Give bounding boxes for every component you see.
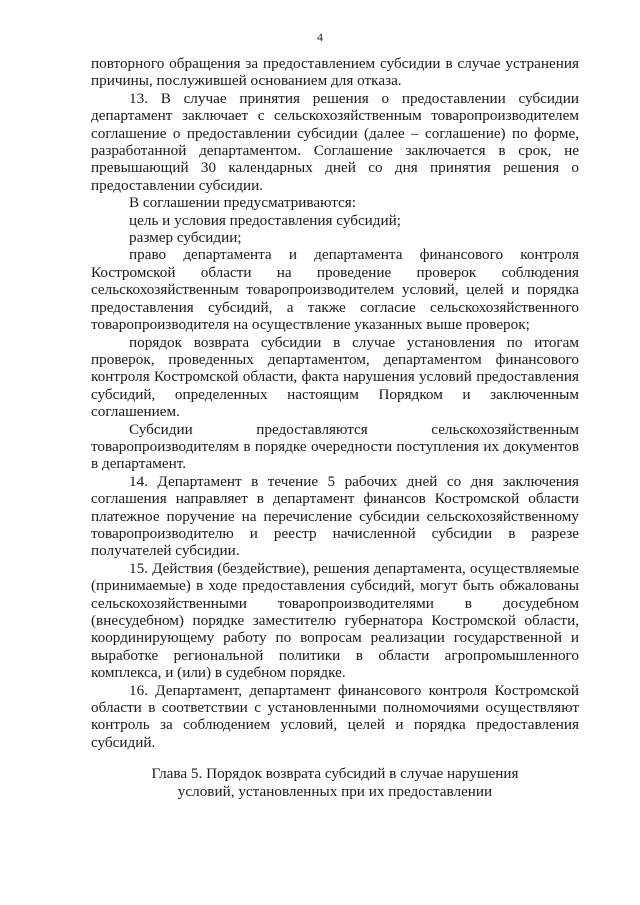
paragraph-inspection-right: право департамента и департамента финансового контроля Костромской области на проведение проверок соблюдения сельскохозяйственным товаропроизводителем условий, целей и порядка предоставления субсидий, а также согласие сельскохозяйственного товаропроизводителя на осуществление указанных выше проверок; <box>91 246 579 334</box>
paragraph-size: размер субсидии; <box>129 229 242 247</box>
paragraph-return-procedure: порядок возврата субсидии в случае установления по итогам проверок, проведенных департаментом, департаментом финансового контроля Костромской области, факта нарушения условий предоставления субсидий, определенных настоящим Порядком и заключенным соглашением. <box>91 333 579 421</box>
paragraph-16: 16. Департамент, департамент финансового контроля Костромской области в соответствии с установленными полномочиями осуществляют контроль за соблюдением условий, целей и порядка предоставления субсидий. <box>91 681 579 751</box>
paragraph-15: 15. Действия (бездействие), решения департамента, осуществляемые (принимаемые) в ходе предоставления субсидий, могут быть обжалованы сельскохозяйственными товаропроизводителями в досудебном (внесудебном) порядке заместителю губернатора Костромской области, координирующему работу по вопросам реализации государственной и выработке региональной политики в области агропромышленного комплекса, и (или) в судебном порядке. <box>91 559 579 682</box>
chapter-heading-line-2: условий, установленных при их предоставлении <box>177 783 493 800</box>
paragraph-queue: Субсидии предоставляются сельскохозяйственным товаропроизводителям в порядке очередности поступления их документов в департамент. <box>91 420 579 473</box>
paragraph-13: 13. В случае принятия решения о предоставлении субсидии департамент заключает с сельскохозяйственным товаропроизводителем соглашение о предоставлении субсидии (далее – соглашение) по форме, разработанной департаментом. Соглашение заключается в срок, не превышающий 30 календарных дней со дня принятия решения о предоставлении субсидии. <box>91 89 579 194</box>
paragraph-14: 14. Департамент в течение 5 рабочих дней со дня заключения соглашения направляет в департамент финансов Костромской области платежное поручение на перечисление субсидии сельскохозяйственному товаропроизводителю и реестр начисленной субсидии в разрезе получателей субсидии. <box>91 472 579 560</box>
chapter-heading <box>91 765 579 801</box>
document-body <box>91 55 579 751</box>
paragraph-goal: цель и условия предоставления субсидий; <box>129 211 402 229</box>
page-number: 4 <box>317 30 323 44</box>
paragraph-continuation: повторного обращения за предоставлением субсидии в случае устранения причины, послужившей основанием для отказа. <box>91 55 579 90</box>
chapter-heading-line-1: Глава 5. Порядок возврата субсидий в случае нарушения <box>151 765 519 782</box>
paragraph-provisions-intro: В соглашении предусматриваются: <box>129 194 357 212</box>
